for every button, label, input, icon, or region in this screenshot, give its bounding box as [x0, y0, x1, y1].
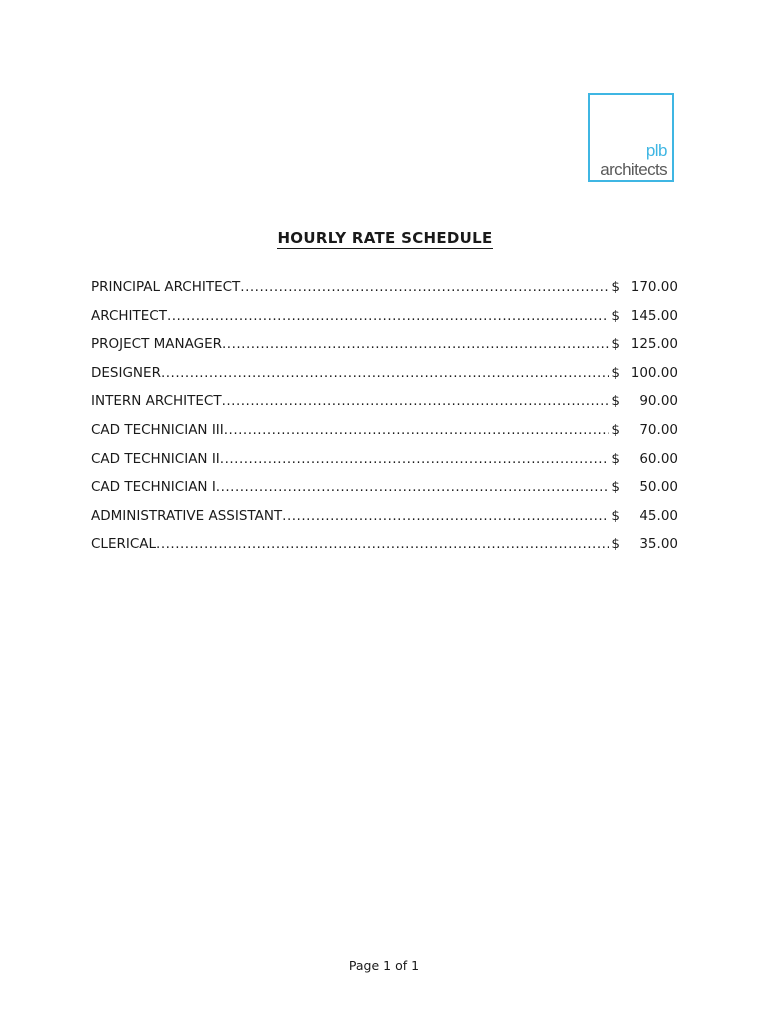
rate-currency: $ [611, 421, 620, 438]
page-footer [0, 957, 768, 975]
rate-amount: 125.00 [630, 336, 678, 353]
rate-currency: $ [611, 307, 620, 324]
leader-dots [167, 306, 609, 326]
rate-currency: $ [611, 450, 620, 467]
rate-row [91, 277, 678, 306]
rate-role: PRINCIPAL ARCHITECT [91, 279, 241, 295]
leader-dots [224, 420, 610, 440]
rate-row [91, 477, 678, 506]
rate-amount: 90.00 [639, 393, 678, 410]
leader-dots [216, 477, 610, 497]
rate-role: ADMINISTRATIVE ASSISTANT [91, 507, 283, 524]
leader-dots [222, 391, 610, 411]
rate-row [91, 363, 678, 392]
rate-amount: 70.00 [639, 421, 678, 438]
leader-dots [222, 334, 609, 354]
leader-dots [220, 449, 610, 469]
rate-amount: 50.00 [639, 479, 678, 496]
rate-role: PROJECT MANAGER [91, 336, 222, 353]
rate-amount: 60.00 [639, 450, 678, 467]
rate-currency: $ [611, 393, 620, 410]
document-title [0, 228, 768, 248]
rate-currency: $ [611, 479, 620, 496]
rate-amount: 100.00 [630, 364, 678, 381]
rate-role: CAD TECHNICIAN III [91, 421, 224, 438]
logo-text-plb: plb [645, 141, 667, 160]
rate-currency: $ [611, 536, 620, 553]
rate-row [91, 449, 678, 478]
logo-text-architects: architects [600, 160, 667, 179]
rate-row [91, 306, 678, 335]
rate-list [91, 277, 678, 563]
rate-role: DESIGNER [91, 364, 161, 381]
document-title-text: HOURLY RATE SCHEDULE [277, 229, 493, 247]
leader-dots [282, 506, 609, 526]
rate-amount: 170.00 [630, 279, 678, 295]
rate-row [91, 420, 678, 449]
rate-row [91, 534, 678, 563]
rate-role: CAD TECHNICIAN I [91, 479, 216, 496]
rate-amount: 45.00 [639, 507, 678, 524]
rate-currency: $ [611, 507, 620, 524]
rate-row [91, 334, 678, 363]
rate-currency: $ [611, 364, 620, 381]
leader-dots [240, 277, 609, 297]
company-logo [588, 93, 674, 182]
rate-row [91, 506, 678, 535]
leader-dots [156, 534, 609, 554]
rate-currency: $ [611, 279, 620, 295]
page-number: Page 1 of 1 [348, 958, 420, 973]
rate-role: ARCHITECT [91, 307, 167, 324]
rate-role: CAD TECHNICIAN II [91, 450, 220, 467]
rate-role: INTERN ARCHITECT [91, 393, 222, 410]
rate-currency: $ [611, 336, 620, 353]
rate-amount: 145.00 [630, 307, 678, 324]
rate-row [91, 391, 678, 420]
leader-dots [161, 363, 609, 383]
rate-role: CLERICAL [91, 536, 157, 553]
rate-amount: 35.00 [639, 536, 678, 553]
